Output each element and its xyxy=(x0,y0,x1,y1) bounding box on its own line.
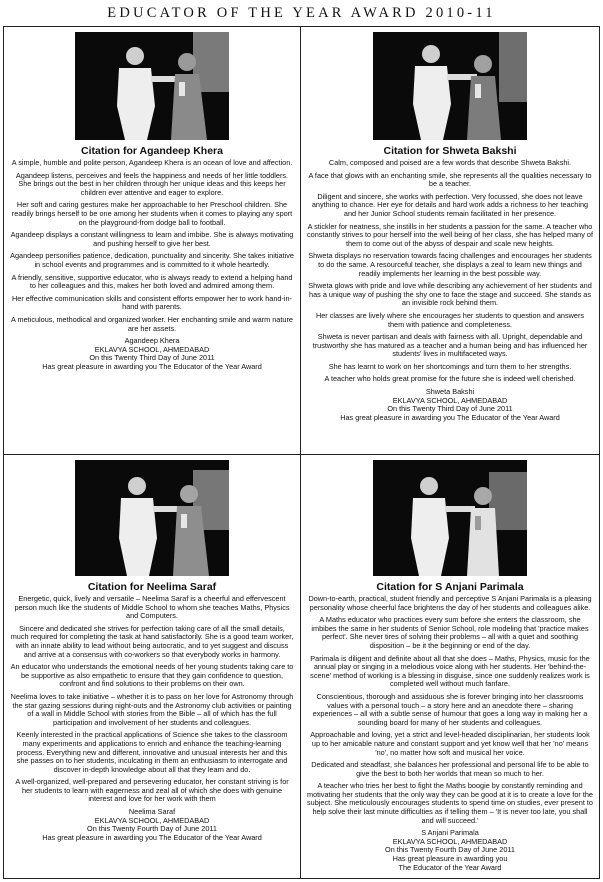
citation-paragraph: Calm, composed and poised are a few words that describe Shweta Bakshi. xyxy=(328,158,572,167)
award-photo xyxy=(75,460,229,576)
citation-paragraph: A stickler for neatness, she instills in her students a passion for the same. A teacher who constantly strives to pour herself into the well being of her class, she has helped many of them to come out of the abyss of despair and scale new heights. xyxy=(307,221,593,248)
signature-line: EKLAVYA SCHOOL, AHMEDABAD xyxy=(392,836,508,846)
signature-line: Has great pleasure in awarding you The Educator of the Year Award xyxy=(42,832,262,842)
citation-panel-anjani xyxy=(301,455,599,879)
citation-paragraph: Agandeep displays a constant willingness to learn and imbibe. She is always motivating and pushing herself to give her best. xyxy=(10,230,294,248)
citation-paragraph: Her effective communication skills and consistent efforts empower her to work hand-in-hand with parents. xyxy=(12,293,292,312)
citation-title: Citation for S Anjani Parimala xyxy=(376,581,524,593)
signature-line: On this Twenty Third Day of June 2011 xyxy=(387,404,513,414)
citation-paragraph: A friendly, sensitive, supportive educator, who is always ready to extend a helping hand to her colleagues and this, makes her both loved and admired among them. xyxy=(11,272,293,291)
signature-line: On this Twenty Third Day of June 2011 xyxy=(89,353,215,363)
signature-line: Shweta Bakshi xyxy=(425,387,475,397)
award-photo xyxy=(373,32,527,140)
award-photo-illustration xyxy=(75,32,229,140)
citation-paragraph: Agandeep listens, perceives and feels the happiness and needs of her little toddlers. She brings out the best in her children through her unique ideas and this keeps her children ever attentive and eager to explore. xyxy=(15,170,289,197)
citation-paragraph: Down-to-earth, practical, student friendly and perceptive S Anjani Parimala is a pleasing personality whose cheerful face brightens the day of her students and colleagues alike. xyxy=(308,594,592,612)
citation-paragraph: Approachable and loving, yet a strict and level-headed disciplinarian, her students look up to her amicable nature and constant support and yet know well that her 'no' means 'no', no matter how soft and musical her voice. xyxy=(310,730,590,757)
citation-paragraph: Dedicated and steadfast, she balances her professional and personal life to be able to give the best to both her worlds that mean so much to her. xyxy=(311,760,589,778)
signature-line: On this Twenty Fourth Day of June 2011 xyxy=(87,824,217,834)
citation-title: Citation for Shweta Bakshi xyxy=(383,145,517,157)
citation-signature xyxy=(307,388,593,422)
signature-line: Neelima Saraf xyxy=(128,807,176,817)
signature-line: Has great pleasure in awarding you The Educator of the Year Award xyxy=(42,361,262,371)
citation-paragraph: Keenly interested in the practical applications of Science she takes to the classroom many experiments and applications to enrich and enhance the teaching-learning process. Everything new and different, innovative and unusual interests her and this she passes on to her students, inculcating in them an enthusiasm to interrogate and discover in-depth knowledge about all that they learn and do. xyxy=(16,730,288,774)
signature-line: EKLAVYA SCHOOL, AHMEDABAD xyxy=(94,815,210,825)
citation-signature xyxy=(10,337,294,371)
citation-paragraph: An educator who understands the emotional needs of her young students taking care to be supportive as also empathetic to ensure that they gain confidence to question, confront and find solutions to their problems on their own. xyxy=(10,662,294,689)
citation-panel-shweta xyxy=(301,27,599,454)
citation-paragraph: Sincere and dedicated she strives for perfection taking care of all the small details, much required for completing the task at hand satisfactorily. She is a good team worker, with an innate ability to lead without being autocratic, and to yet suggest and discuss and arrive at a consensus with co-workers so that everybody works in harmony. xyxy=(10,623,294,659)
citation-paragraph: Shweta glows with pride and love while describing any achievement of her students and has a unique way of pushing the shy one to face the stage and succeed. She stands as an invisible rock behind them. xyxy=(308,281,592,308)
citation-paragraph: Her classes are lively where she encourages her students to question and answers them with patience and completeness. xyxy=(315,310,585,329)
citation-paragraph: A teacher who tries her best to fight the Maths boogie by constantly reminding and motivating her students that the only way they can be good at it is to create a love for the subject. She meticulously encourages students to spend time on studies, ever present to help solve their last minute difficulties as if telling them – 'It is never too late, you shall and will succeed.' xyxy=(307,781,593,825)
citation-paragraph: A well-organized, well-prepared and persevering educator, her constant striving is for her students to learn with eagerness and zeal all of which she does with genuine interest and love for her work with them xyxy=(15,777,289,804)
signature-line: EKLAVYA SCHOOL, AHMEDABAD xyxy=(94,344,210,354)
citation-paragraph: Conscientious, thorough and assiduous she is forever bringing into her classrooms values with a personal touch – a story here and an anecdote there – sharing experiences – all with a subtle sense of humour that goes a long way in making her a sounding board for many of her students and colleagues. xyxy=(312,691,588,727)
signature-line: On this Twenty Fourth Day of June 2011 xyxy=(385,845,515,855)
citation-body xyxy=(10,595,294,804)
citation-paragraph: Parimala is diligent and definite about all that she does – Maths, Physics, music for the annual play or singing in a melodious voice along with her students. Her 'behind-the-scene' method of working is a blessing in disguise, since one suddenly realizes work is completed well without much fanfare. xyxy=(310,653,590,689)
citation-panel-neelima xyxy=(4,455,300,879)
citation-paragraph: Shweta displays no reservation towards facing challenges and encourages her students to do the same. A resourceful teacher, she displays a zeal to learn new things and readily implements her learning in the best possible way. xyxy=(308,251,592,278)
award-photo xyxy=(75,32,229,140)
citation-body xyxy=(10,159,294,333)
signature-line: Has great pleasure in awarding you The Educator of the Year Award xyxy=(340,412,560,422)
citation-signature xyxy=(10,808,294,842)
citation-paragraph: Neelima loves to take initiative – whether it is to pass on her love for Astronomy through the star gazing sessions during night-outs and the Astronomy club activities or painting of a wall in Middle School with stories from the Bible – all of which has the full participation and involvement of her students and colleagues. xyxy=(10,691,294,727)
citation-paragraph: Energetic, quick, lively and versatile – Neelima Saraf is a cheerful and effervescent person much like the students of Middle School to whom she teaches Maths, Physics and Computers. xyxy=(14,594,290,621)
citation-paragraph: Shweta is never partisan and deals with fairness with all. Upright, dependable and trustworthy she has matured as a teacher and a human being and has influenced her students' lives in multifaceted ways. xyxy=(312,332,588,359)
citation-paragraph: Agandeep personifies patience, dedication, punctuality and sincerity. She takes initiative in school events and programmes and is committed to it whole heartedly. xyxy=(10,251,294,269)
citation-body xyxy=(307,159,593,384)
signature-line: S Anjani Parimala xyxy=(421,828,479,838)
citation-signature xyxy=(307,829,593,872)
award-photo-illustration xyxy=(75,460,229,576)
signature-line: EKLAVYA SCHOOL, AHMEDABAD xyxy=(392,395,508,405)
award-photo-illustration xyxy=(373,32,527,140)
citation-title: Citation for Neelima Saraf xyxy=(87,581,217,593)
citation-paragraph: A meticulous, methodical and organized worker. Her enchanting smile and warm nature are her assets. xyxy=(11,314,293,333)
citation-paragraph: A Maths educator who practices every sum before she enters the classroom, she imbibes the same in her students of Senior School, role modeling that 'practice makes perfect'. She never tires of solving their problems – all with a quiet and soothing disposition – be it the beginning or end of the day. xyxy=(311,615,589,650)
award-photo xyxy=(373,460,527,576)
citation-paragraph: A simple, humble and polite person, Agandeep Khera is an ocean of love and affection. xyxy=(11,158,293,167)
award-photo-illustration xyxy=(373,460,527,576)
page-title: EDUCATOR OF THE YEAR AWARD 2010-11 xyxy=(107,5,496,21)
citation-paragraph: A teacher who holds great promise for the future she is indeed well cherished. xyxy=(324,374,576,384)
signature-line: Agandeep Khera xyxy=(124,336,180,346)
citation-body xyxy=(307,595,593,825)
citation-title: Citation for Agandeep Khera xyxy=(81,145,223,157)
citation-panel-agandeep xyxy=(4,27,300,454)
citation-paragraph: A face that glows with an enchanting smile, she represents all the qualities necessary to be a teacher. xyxy=(308,170,592,189)
signature-line: Has great pleasure in awarding you xyxy=(392,854,508,864)
citation-paragraph: She has learnt to work on her shortcomings and turn them to her strengths. xyxy=(328,361,572,371)
citation-paragraph: Diligent and sincere, she works with perfection. Very focussed, she does not leave anything to chance. Her eye for details and hard work adds a richness to her teaching and her Junior School students remain facilitated in her presence. xyxy=(311,191,589,218)
citation-paragraph: Her soft and caring gestures make her approachable to her Preschool children. She readily brings herself to be one among her students when it comes to playing any sport on the playground-from dodge ball to football. xyxy=(11,200,293,227)
signature-line: The Educator of the Year Award xyxy=(398,862,502,872)
